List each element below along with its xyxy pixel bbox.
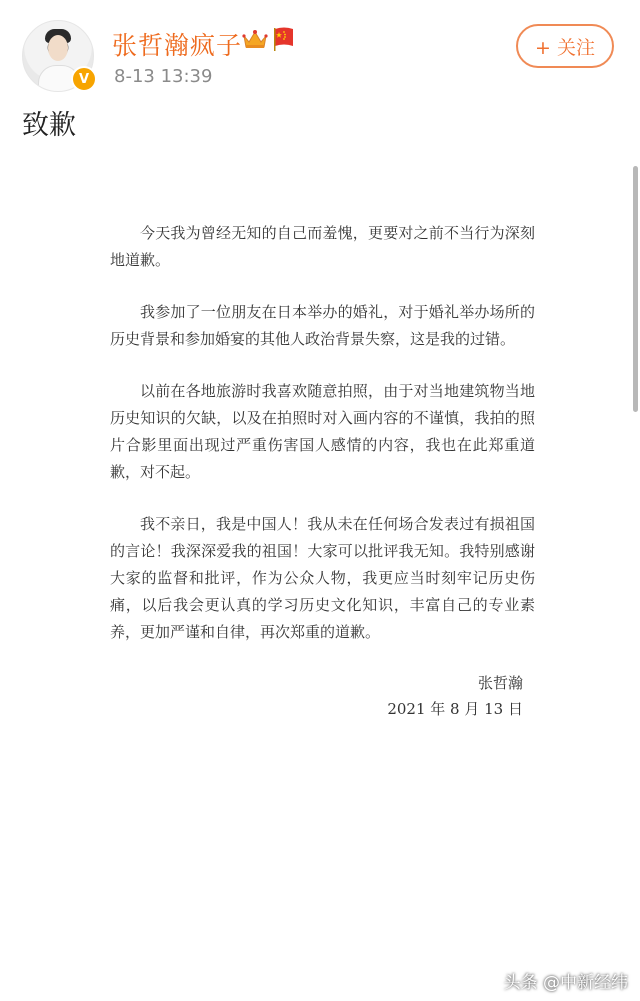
post-title: 致歉 xyxy=(22,110,76,141)
follow-button[interactable]: + 关注 xyxy=(516,24,614,68)
letter-paragraph: 以前在各地旅游时我喜欢随意拍照，由于对当地建筑物当地历史知识的欠缺，以及在拍照时对入画内容的不谨慎，我拍的照片合影里面出现过严重伤害国人感情的内容，我也在此郑重道歉，对不起。 xyxy=(110,382,535,481)
post-timestamp: 8-13 13:39 xyxy=(114,66,213,87)
username[interactable]: 张哲瀚疯子 xyxy=(112,31,243,60)
letter-paragraph: 我参加了一位朋友在日本举办的婚礼，对于婚礼举办场所的历史背景和参加婚宴的其他人政治背景失察，这是我的过错。 xyxy=(110,303,535,348)
letter-paragraph: 今天我为曾经无知的自己而羞愧，更要对之前不当行为深刻地道歉。 xyxy=(110,224,535,269)
apology-letter-image[interactable] xyxy=(110,220,535,723)
crown-icon xyxy=(242,28,268,50)
letter-paragraph: 我不亲日，我是中国人！我从未在任何场合发表过有损祖国的言论！我深深爱我的祖国！大家可以批评我无知。我特别感谢大家的监督和批评，作为公众人物，我更应当时刻牢记历史伤痛，以后我会更认真的学习历史文化知识，丰富自己的专业素养，更加严谨和自律，再次郑重的道歉。 xyxy=(110,515,535,641)
watermark: 头条 @中新经纬 xyxy=(503,973,628,993)
scrollbar[interactable] xyxy=(633,166,638,412)
china-flag-icon xyxy=(272,26,296,52)
letter-date: 2021 年 8 月 13 日 xyxy=(387,700,523,718)
verified-badge-icon: V xyxy=(71,66,97,92)
post-header xyxy=(0,0,640,100)
letter-signature: 张哲瀚 xyxy=(477,674,523,692)
avatar-face xyxy=(48,35,68,61)
